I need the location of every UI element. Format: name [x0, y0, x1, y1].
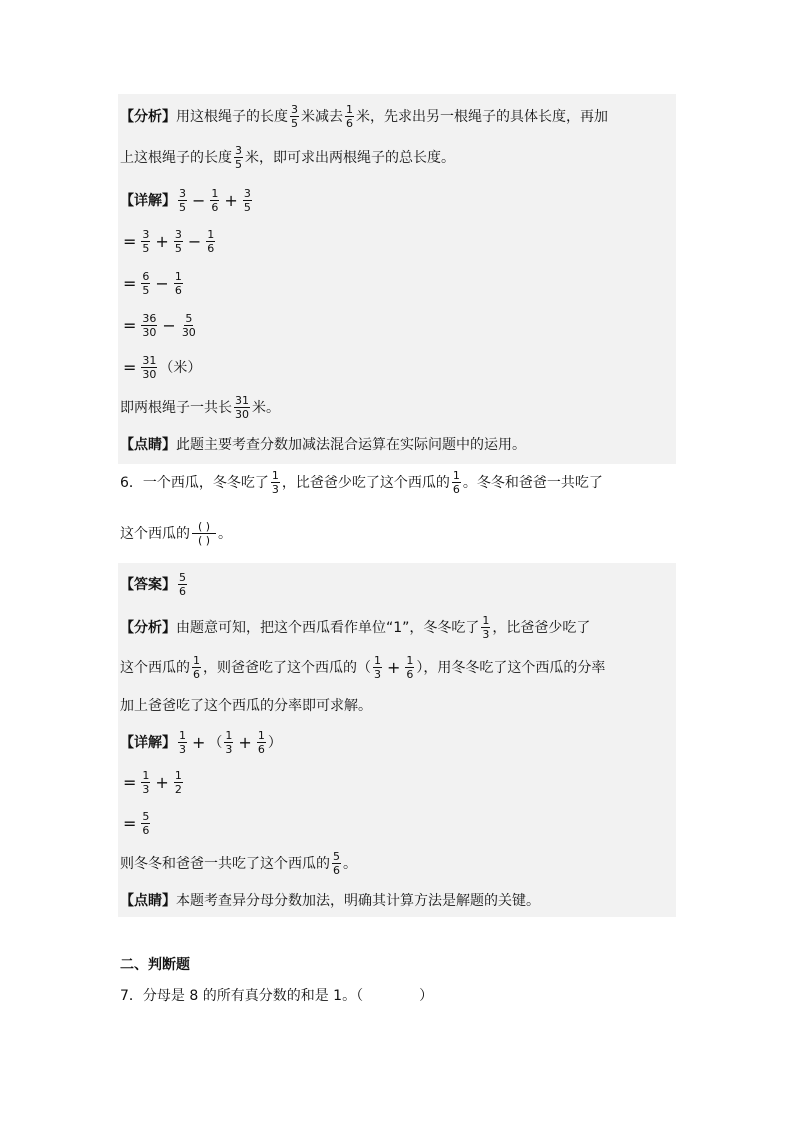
numerator: 36: [142, 311, 157, 325]
denominator: 3: [142, 782, 150, 796]
text: 6．一个西瓜，冬冬吃了: [120, 475, 269, 491]
denominator: 5: [291, 116, 298, 130]
numerator: 3: [291, 102, 298, 116]
text: 此题主要考查分数加减法混合运算在实际问题中的运用。: [176, 437, 526, 453]
fraction: [290, 103, 299, 130]
denominator: 3: [374, 667, 381, 681]
question-6-line-2: [120, 513, 232, 553]
question-7: [120, 975, 433, 1015]
left-paren: （: [208, 735, 223, 751]
text: ，比爸爸少吃了: [492, 620, 591, 636]
numerator: 31: [235, 393, 249, 407]
numerator: 3: [179, 186, 186, 200]
analysis-line-3: [120, 607, 590, 647]
fraction: [174, 270, 183, 297]
text: 即两根绳子一共长: [120, 400, 232, 416]
detail-line-5: [120, 347, 201, 387]
minus-sign: −: [192, 190, 206, 210]
fraction: [141, 810, 150, 837]
fraction: [373, 654, 382, 681]
denominator: 30: [181, 325, 196, 339]
result-line-2: [120, 843, 357, 883]
denominator: 6: [452, 482, 460, 496]
plus-sign: +: [192, 732, 206, 752]
denominator: 3: [225, 742, 233, 756]
numerator: 3: [174, 227, 182, 241]
analysis-line-2: [120, 137, 455, 177]
numerator: 3: [235, 143, 242, 157]
denominator: 30: [142, 325, 157, 339]
fraction: [181, 312, 197, 339]
numerator: 5: [179, 570, 186, 584]
denominator: 5: [235, 157, 242, 171]
numerator: 1: [174, 768, 182, 782]
text: ，比爸爸少吃了这个西瓜的: [281, 475, 450, 491]
numerator: 1: [452, 468, 460, 482]
denominator: 6: [207, 241, 215, 255]
numerator: 6: [142, 269, 150, 283]
detail-line-4: [120, 305, 199, 345]
fraction: [224, 729, 233, 756]
fraction: [345, 103, 354, 130]
numerator-blank[interactable]: ( ): [192, 520, 216, 534]
fraction: [141, 312, 157, 339]
numerator: 1: [271, 468, 279, 482]
fraction: [141, 270, 150, 297]
analysis-line-4: [120, 647, 605, 687]
equals-sign: =: [123, 772, 137, 792]
numerator: 1: [142, 768, 150, 782]
fraction: [141, 228, 150, 255]
detail-line-3: [120, 263, 185, 303]
denominator: 6: [257, 742, 265, 756]
text: 加上爸爸吃了这个西瓜的分率即可求解。: [120, 698, 372, 714]
numerator: 1: [193, 653, 200, 667]
denominator: 3: [482, 627, 490, 641]
text: 二、判断题: [120, 957, 190, 973]
plus-sign: +: [224, 190, 238, 210]
text: 7．分母是 8 的所有真分数的和是 1。（ ）: [120, 988, 434, 1004]
denominator: 5: [142, 241, 150, 255]
detail-line-1: [120, 180, 254, 220]
text: 用这根绳子的长度: [176, 109, 288, 125]
fraction: [257, 729, 266, 756]
text: ，则爸爸吃了这个西瓜的（: [203, 660, 371, 676]
denominator: 3: [271, 482, 279, 496]
numerator: 1: [406, 653, 414, 667]
numerator: 5: [333, 849, 340, 863]
denominator: 6: [193, 667, 200, 681]
plus-sign: +: [387, 657, 401, 677]
fraction: [332, 850, 341, 877]
numerator: 1: [257, 728, 265, 742]
text: 米减去: [301, 109, 343, 125]
denominator: 6: [179, 584, 186, 598]
numerator: 5: [142, 809, 150, 823]
fraction: [141, 354, 157, 381]
detail-tag: 【详解】: [120, 735, 176, 751]
analysis-tag: 【分析】: [120, 620, 176, 636]
denominator: 6: [333, 863, 340, 877]
text: 上这根绳子的长度: [120, 150, 232, 166]
detail-line-8: [120, 803, 152, 843]
comment-tag: 【点睛】: [120, 893, 176, 909]
minus-sign: −: [187, 231, 202, 251]
text: 由题意可知，把这个西瓜看作单位“1”，冬冬吃了: [176, 620, 480, 636]
plus-sign: +: [155, 231, 169, 251]
detail-line-7: [120, 762, 185, 802]
denominator: 30: [235, 407, 249, 421]
question-6-line-1: [120, 462, 603, 502]
minus-sign: −: [155, 273, 169, 293]
denominator: 2: [174, 782, 182, 796]
equals-sign: =: [123, 273, 137, 293]
text: 米，即可求出两根绳子的总长度。: [245, 150, 455, 166]
denominator: 6: [211, 200, 219, 214]
numerator: 31: [142, 353, 157, 367]
fraction: [243, 187, 252, 214]
denominator: 5: [142, 283, 150, 297]
text: 。: [218, 526, 232, 542]
comment-line-2: [120, 880, 540, 920]
analysis-line-1: [120, 96, 608, 136]
numerator: 1: [174, 269, 182, 283]
denominator: 5: [179, 200, 186, 214]
fraction: [234, 144, 243, 171]
answer-tag: 【答案】: [120, 577, 176, 593]
text: 。冬冬和爸爸一共吃了: [462, 475, 603, 491]
denominator: 30: [142, 367, 157, 381]
numerator: 1: [207, 227, 215, 241]
numerator: 3: [243, 186, 251, 200]
equals-sign: =: [123, 231, 137, 251]
fraction: [210, 187, 219, 214]
fraction: [174, 769, 183, 796]
fraction: [206, 228, 215, 255]
text: 米，先求出另一根绳子的具体长度，再加: [356, 109, 608, 125]
analysis-line-5: [120, 685, 372, 725]
right-paren: ）: [267, 735, 282, 751]
numerator: 5: [185, 311, 193, 325]
equals-sign: =: [123, 357, 137, 377]
denominator: 6: [346, 116, 353, 130]
fraction: [141, 769, 150, 796]
denominator: 3: [179, 742, 186, 756]
denominator: 6: [406, 667, 414, 681]
text: 则冬冬和爸爸一共吃了这个西瓜的: [120, 856, 330, 872]
denominator: 5: [243, 200, 251, 214]
numerator: 1: [482, 613, 490, 627]
fraction: [452, 469, 461, 496]
detail-line-2: [120, 221, 217, 261]
denominator: 6: [142, 823, 150, 837]
text: ），用冬冬吃了这个西瓜的分率: [416, 660, 606, 676]
numerator: 1: [346, 102, 353, 116]
denominator: 5: [174, 241, 182, 255]
detail-line-6: [120, 722, 282, 762]
text: 。: [343, 856, 357, 872]
fraction: [234, 394, 250, 421]
comment-tag: 【点睛】: [120, 437, 176, 453]
equals-sign: =: [123, 813, 137, 833]
unit: （米）: [159, 360, 202, 376]
answer-blank-fraction[interactable]: [192, 520, 216, 547]
fraction: [178, 187, 187, 214]
fraction: [405, 654, 414, 681]
detail-tag: 【详解】: [120, 193, 176, 209]
text: 米。: [252, 400, 280, 416]
plus-sign: +: [155, 772, 169, 792]
equals-sign: =: [123, 315, 137, 335]
text: 这个西瓜的: [120, 660, 190, 676]
numerator: 3: [142, 227, 150, 241]
text: 这个西瓜的: [120, 526, 190, 542]
fraction: [178, 571, 187, 598]
plus-sign: +: [238, 732, 252, 752]
denominator: 6: [174, 283, 182, 297]
fraction: [192, 654, 201, 681]
fraction: [178, 729, 187, 756]
text: 本题考查异分母分数加法，明确其计算方法是解题的关键。: [176, 893, 540, 909]
comment-line: [120, 424, 526, 464]
numerator: 1: [225, 728, 233, 742]
fraction: [481, 614, 490, 641]
fraction: [174, 228, 183, 255]
numerator: 1: [374, 653, 381, 667]
fraction: [271, 469, 280, 496]
numerator: 1: [179, 728, 186, 742]
answer-line: [120, 564, 189, 604]
minus-sign: −: [162, 315, 176, 335]
result-line: [120, 387, 280, 427]
numerator: 1: [211, 186, 219, 200]
denominator-blank[interactable]: ( ): [197, 533, 211, 547]
analysis-tag: 【分析】: [120, 109, 176, 125]
